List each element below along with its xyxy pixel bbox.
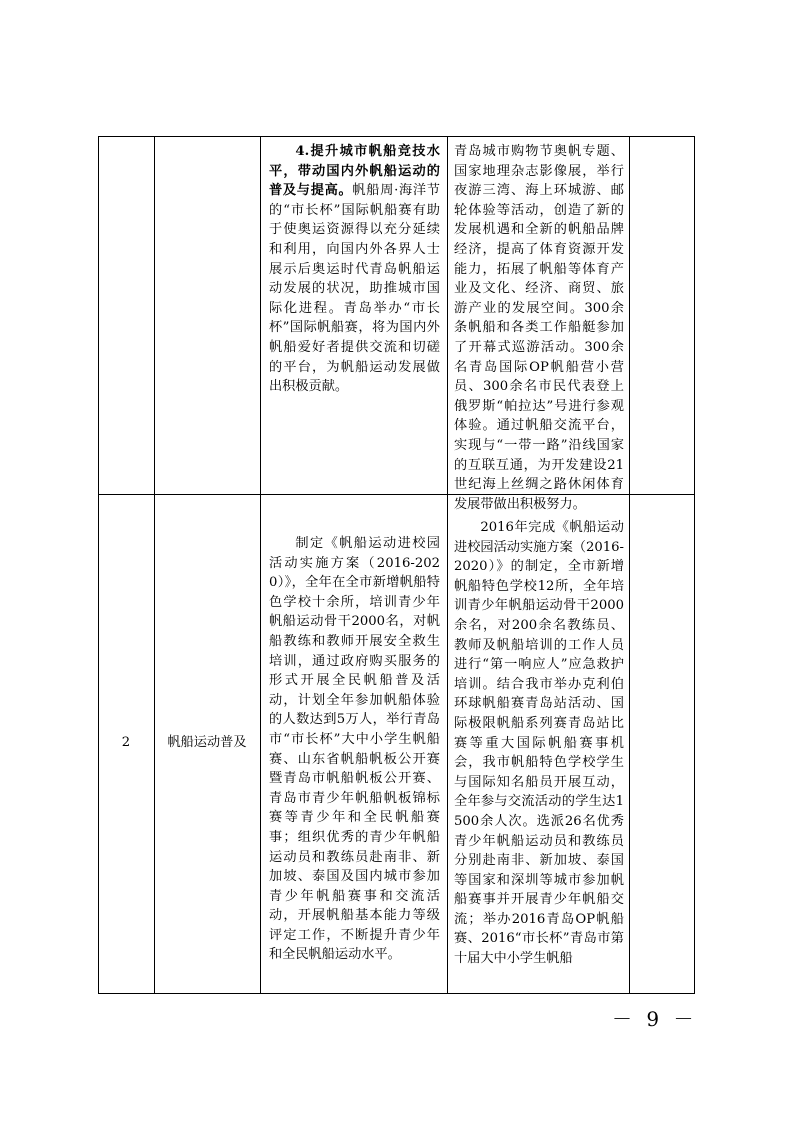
- page-number: － 9 －: [612, 1007, 698, 1031]
- column-border: [447, 136, 448, 994]
- row2-result-cell: [454, 518, 624, 969]
- row2-goal-cell: [269, 534, 440, 965]
- goal-body: 帆船周·海洋节的“市长杯”国际帆船赛有助于使奥运资源得以充分延续和利用，向国内外各界人士展示后奥运时代青岛帆船运动发展的状况，助推城市国际化进程。青岛举办“市长杯”国际帆船赛，将为国内外帆船爱好者提供交流和切磋的平台，为帆船运动发展做出积极贡献。: [269, 183, 440, 395]
- goal-heading: 4.提升城市帆船竞技水平，带动国内外帆船运动的普及与提高。: [269, 144, 440, 199]
- table-bottom-border: [98, 993, 695, 994]
- column-border: [694, 136, 695, 994]
- column-border: [629, 136, 630, 994]
- result-text: 2016年完成《帆船运动进校园活动实施方案（2016-2020）》的制定，全市新增帆船特色学校12所，全年培训青少年帆船运动骨干2000余名，对200余名教练员、教师及帆船培训的工作人员进行“第一响应人”应急救护培训。结合我市举办克利伯环球帆船赛青岛站活动、国际极限帆船系列赛青岛站比赛等重大国际帆船赛事机会，我市帆船特色学校学生与国际知名船员开展互动，全年参与交流活动的学生达1500余人次。选派26名优秀青少年帆船运动员和教练员分别赴南非、新加坡、泰国等国家和深圳等城市参加帆船赛事并开展青少年帆船交流；举办2016青岛OP帆船赛、2016“市长杯”青岛市第十届大中小学生帆船: [454, 520, 624, 967]
- result-text: 青岛城市购物节奥帆专题、国家地理杂志影像展，举行夜游三湾、海上环城游、邮轮体验等活动，创造了新的发展机遇和全新的帆船品牌经济，提高了体育资源开发能力，拓展了帆船等体育产业及文化、经济、商贸、旅游产业的发展空间。300余条帆船和各类工作船艇参加了开幕式巡游活动。300余名青岛国际OP帆船营小营员、300余名市民代表登上俄罗斯“帕拉达”号进行参观体验。通过帆船交流平台，实现与“一带一路”沿线国家的互联互通，为开发建设21世纪海上丝绸之路休闲体育发展带做出积极努力。: [454, 144, 624, 512]
- goal-text: 制定《帆船运动进校园活动实施方案（2016-2020）》，全年在全市新增帆船特色学校十余所，培训青少年帆船运动骨干2000名，对帆船教练和教师开展安全救生培训，通过政府购买服务的形式开展全民帆船普及活动，计划全年参加帆船体验的人数达到5万人，举行青岛市“市长杯”大中小学生帆船赛、山东省帆船帆板公开赛暨青岛市帆船帆板公开赛、青岛市青少年帆船帆板锦标赛等青少年和全民帆船赛事；组织优秀的青少年帆船运动员和教练员赴南非、新加坡、泰国及国内城市参加青少年帆船赛事和交流活动，开展帆船基本能力等级评定工作，不断提升青少年和全民帆船运动水平。: [269, 536, 440, 963]
- work-table: [98, 136, 695, 994]
- row2-seq-number: 2: [121, 735, 131, 750]
- table-top-border: [98, 136, 695, 137]
- column-border: [154, 136, 155, 994]
- column-border: [98, 136, 99, 994]
- row1-result-cell: [454, 142, 624, 514]
- column-border: [260, 136, 261, 994]
- row1-goal-cell: [269, 142, 440, 397]
- row2-item-name: 帆船运动普及: [167, 735, 247, 750]
